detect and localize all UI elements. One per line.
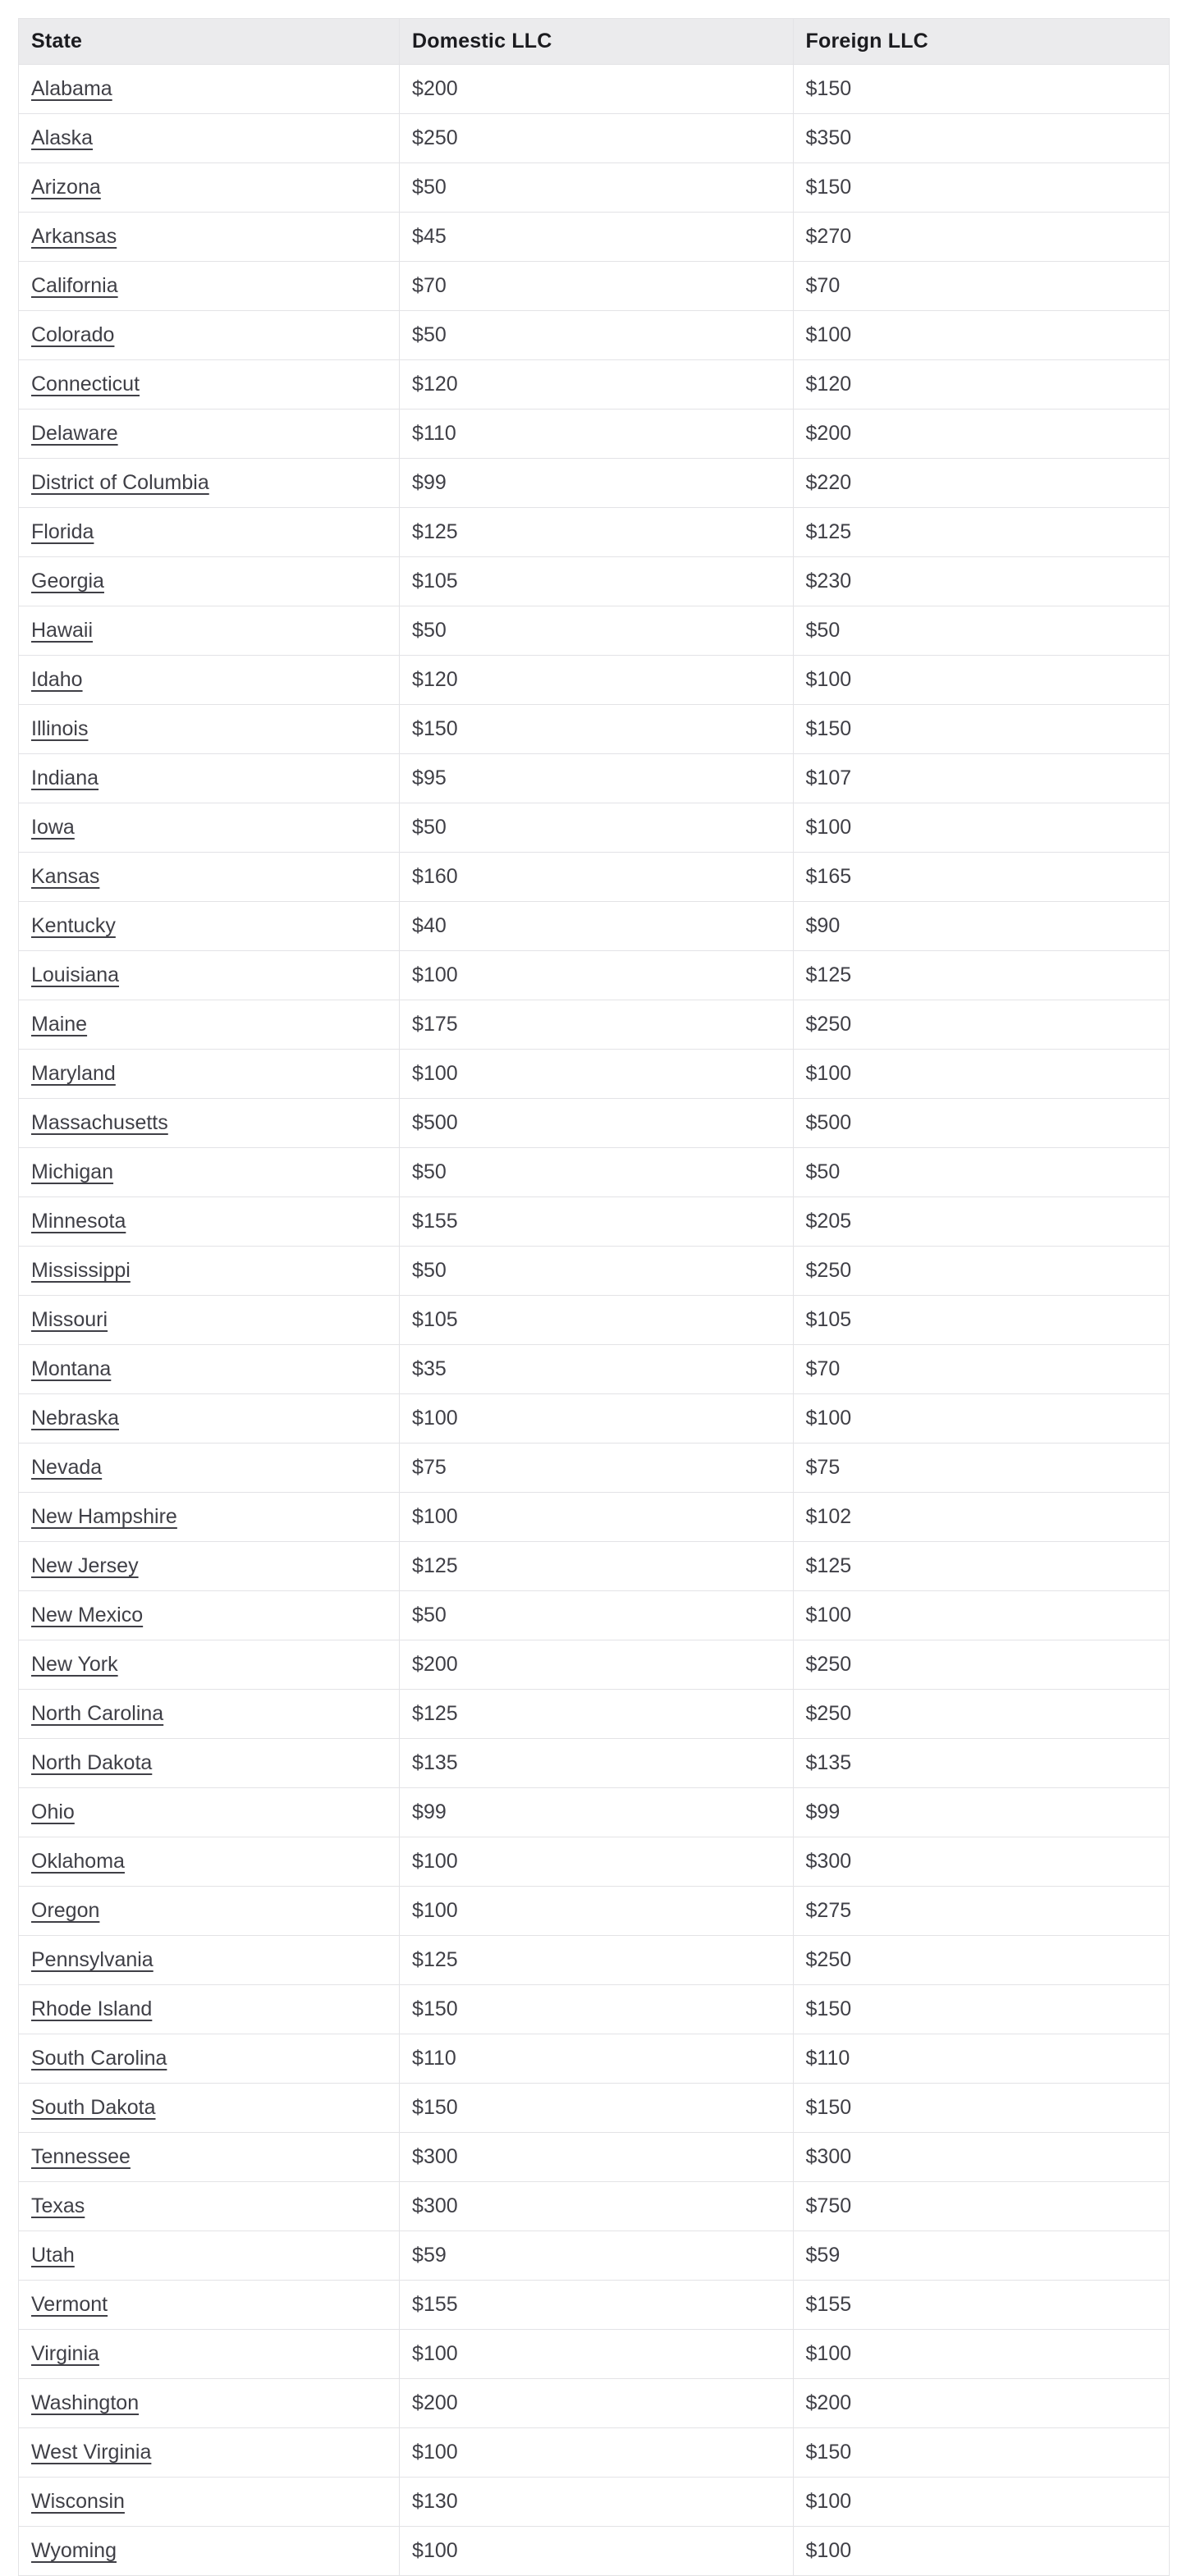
state-cell xyxy=(19,1050,400,1099)
domestic-llc-fee-cell: $110 xyxy=(400,2034,793,2084)
domestic-llc-fee-cell: $59 xyxy=(400,2231,793,2281)
domestic-llc-fee-cell: $50 xyxy=(400,163,793,213)
state-link[interactable]: Massachusetts xyxy=(31,1111,168,1134)
table-row xyxy=(19,410,1170,459)
table-row xyxy=(19,1444,1170,1493)
state-cell xyxy=(19,1739,400,1788)
state-link[interactable]: Michigan xyxy=(31,1160,114,1183)
domestic-llc-fee-cell: $500 xyxy=(400,1099,793,1148)
foreign-llc-fee-cell: $250 xyxy=(793,1247,1169,1296)
domestic-llc-fee-cell: $150 xyxy=(400,2084,793,2133)
state-cell xyxy=(19,213,400,262)
table-row xyxy=(19,2379,1170,2428)
domestic-llc-fee-cell: $300 xyxy=(400,2133,793,2182)
table-row xyxy=(19,1985,1170,2034)
foreign-llc-fee-cell: $100 xyxy=(793,1050,1169,1099)
state-cell xyxy=(19,1099,400,1148)
state-cell xyxy=(19,1542,400,1591)
foreign-llc-fee-cell: $230 xyxy=(793,557,1169,606)
table-row xyxy=(19,1247,1170,1296)
state-cell xyxy=(19,114,400,163)
domestic-llc-fee-cell: $100 xyxy=(400,2428,793,2478)
table-row xyxy=(19,2182,1170,2231)
state-link[interactable]: New Hampshire xyxy=(31,1505,177,1528)
state-link[interactable]: Georgia xyxy=(31,570,104,593)
foreign-llc-fee-cell: $150 xyxy=(793,1985,1169,2034)
foreign-llc-fee-cell: $59 xyxy=(793,2231,1169,2281)
state-cell xyxy=(19,459,400,508)
table-row xyxy=(19,311,1170,360)
state-cell xyxy=(19,1887,400,1936)
state-link[interactable]: District of Columbia xyxy=(31,471,209,494)
state-cell xyxy=(19,902,400,951)
state-link[interactable]: West Virginia xyxy=(31,2441,152,2464)
state-link[interactable]: Rhode Island xyxy=(31,1997,153,2020)
state-cell xyxy=(19,2330,400,2379)
domestic-llc-fee-cell: $125 xyxy=(400,508,793,557)
foreign-llc-fee-cell: $100 xyxy=(793,2527,1169,2576)
column-header-foreign-llc: Foreign LLC xyxy=(793,19,1169,65)
foreign-llc-fee-cell: $155 xyxy=(793,2281,1169,2330)
domestic-llc-fee-cell: $155 xyxy=(400,1197,793,1247)
foreign-llc-fee-cell: $100 xyxy=(793,803,1169,853)
domestic-llc-fee-cell: $100 xyxy=(400,1493,793,1542)
state-cell xyxy=(19,754,400,803)
state-cell xyxy=(19,1985,400,2034)
domestic-llc-fee-cell: $200 xyxy=(400,2379,793,2428)
table-row xyxy=(19,1197,1170,1247)
state-link[interactable]: Arkansas xyxy=(31,225,117,248)
state-cell xyxy=(19,2034,400,2084)
foreign-llc-fee-cell: $107 xyxy=(793,754,1169,803)
table-row xyxy=(19,65,1170,114)
table-row xyxy=(19,2330,1170,2379)
foreign-llc-fee-cell: $105 xyxy=(793,1296,1169,1345)
foreign-llc-fee-cell: $150 xyxy=(793,163,1169,213)
table-row xyxy=(19,2281,1170,2330)
state-cell xyxy=(19,1345,400,1394)
foreign-llc-fee-cell: $100 xyxy=(793,2330,1169,2379)
domestic-llc-fee-cell: $125 xyxy=(400,1542,793,1591)
state-link[interactable]: Kentucky xyxy=(31,914,116,937)
foreign-llc-fee-cell: $150 xyxy=(793,65,1169,114)
domestic-llc-fee-cell: $150 xyxy=(400,1985,793,2034)
foreign-llc-fee-cell: $99 xyxy=(793,1788,1169,1837)
table-row xyxy=(19,853,1170,902)
state-cell xyxy=(19,2133,400,2182)
state-link[interactable]: Washington xyxy=(31,2391,140,2414)
state-cell xyxy=(19,606,400,656)
foreign-llc-fee-cell: $350 xyxy=(793,114,1169,163)
foreign-llc-fee-cell: $275 xyxy=(793,1887,1169,1936)
state-link[interactable]: Louisiana xyxy=(31,963,120,986)
table-row xyxy=(19,1148,1170,1197)
domestic-llc-fee-cell: $250 xyxy=(400,114,793,163)
domestic-llc-fee-cell: $100 xyxy=(400,1837,793,1887)
state-cell xyxy=(19,508,400,557)
foreign-llc-fee-cell: $250 xyxy=(793,1640,1169,1690)
state-link[interactable]: Virginia xyxy=(31,2342,99,2365)
state-link[interactable]: Mississippi xyxy=(31,1259,131,1282)
state-link[interactable]: Montana xyxy=(31,1357,112,1380)
state-link[interactable]: Alaska xyxy=(31,126,94,149)
foreign-llc-fee-cell: $300 xyxy=(793,2133,1169,2182)
domestic-llc-fee-cell: $105 xyxy=(400,557,793,606)
table-row xyxy=(19,508,1170,557)
state-link[interactable]: Maine xyxy=(31,1013,88,1036)
foreign-llc-fee-cell: $125 xyxy=(793,951,1169,1000)
state-link[interactable]: Nevada xyxy=(31,1456,103,1479)
state-link[interactable]: Pennsylvania xyxy=(31,1948,153,1971)
domestic-llc-fee-cell: $100 xyxy=(400,951,793,1000)
state-link[interactable]: North Dakota xyxy=(31,1751,153,1774)
domestic-llc-fee-cell: $120 xyxy=(400,656,793,705)
state-cell xyxy=(19,1394,400,1444)
domestic-llc-fee-cell: $175 xyxy=(400,1000,793,1050)
state-cell xyxy=(19,1837,400,1887)
state-cell xyxy=(19,2281,400,2330)
table-row xyxy=(19,902,1170,951)
table-row xyxy=(19,1887,1170,1936)
table-row xyxy=(19,1345,1170,1394)
table-row xyxy=(19,2428,1170,2478)
state-cell xyxy=(19,1690,400,1739)
foreign-llc-fee-cell: $205 xyxy=(793,1197,1169,1247)
foreign-llc-fee-cell: $70 xyxy=(793,1345,1169,1394)
state-link[interactable]: New Jersey xyxy=(31,1554,139,1577)
domestic-llc-fee-cell: $125 xyxy=(400,1690,793,1739)
header-row xyxy=(19,19,1170,65)
domestic-llc-fee-cell: $75 xyxy=(400,1444,793,1493)
state-link[interactable]: Wisconsin xyxy=(31,2490,125,2513)
state-link[interactable]: Ohio xyxy=(31,1800,75,1823)
table-row xyxy=(19,213,1170,262)
table-row xyxy=(19,262,1170,311)
state-link[interactable]: Iowa xyxy=(31,816,75,839)
state-cell xyxy=(19,311,400,360)
foreign-llc-fee-cell: $200 xyxy=(793,2379,1169,2428)
foreign-llc-fee-cell: $125 xyxy=(793,1542,1169,1591)
foreign-llc-fee-cell: $125 xyxy=(793,508,1169,557)
table-row xyxy=(19,1394,1170,1444)
state-cell xyxy=(19,1247,400,1296)
table-row xyxy=(19,1837,1170,1887)
domestic-llc-fee-cell: $105 xyxy=(400,1296,793,1345)
foreign-llc-fee-cell: $50 xyxy=(793,1148,1169,1197)
state-link[interactable]: Illinois xyxy=(31,717,89,740)
foreign-llc-fee-cell: $50 xyxy=(793,606,1169,656)
state-link[interactable]: California xyxy=(31,274,118,297)
domestic-llc-fee-cell: $50 xyxy=(400,1247,793,1296)
table-row xyxy=(19,1000,1170,1050)
state-link[interactable]: South Dakota xyxy=(31,2096,156,2119)
foreign-llc-fee-cell: $100 xyxy=(793,2478,1169,2527)
domestic-llc-fee-cell: $155 xyxy=(400,2281,793,2330)
table-row xyxy=(19,459,1170,508)
foreign-llc-fee-cell: $70 xyxy=(793,262,1169,311)
foreign-llc-fee-cell: $250 xyxy=(793,1936,1169,1985)
foreign-llc-fee-cell: $100 xyxy=(793,311,1169,360)
domestic-llc-fee-cell: $110 xyxy=(400,410,793,459)
foreign-llc-fee-cell: $270 xyxy=(793,213,1169,262)
state-link[interactable]: Vermont xyxy=(31,2293,108,2316)
table-row xyxy=(19,1788,1170,1837)
domestic-llc-fee-cell: $100 xyxy=(400,2330,793,2379)
foreign-llc-fee-cell: $100 xyxy=(793,1394,1169,1444)
table-row xyxy=(19,1591,1170,1640)
table-header xyxy=(19,19,1170,65)
state-cell xyxy=(19,2379,400,2428)
state-cell xyxy=(19,1788,400,1837)
table-row xyxy=(19,1690,1170,1739)
foreign-llc-fee-cell: $300 xyxy=(793,1837,1169,1887)
table-row xyxy=(19,803,1170,853)
table-row xyxy=(19,951,1170,1000)
table-row xyxy=(19,360,1170,410)
foreign-llc-fee-cell: $120 xyxy=(793,360,1169,410)
state-cell xyxy=(19,1197,400,1247)
domestic-llc-fee-cell: $70 xyxy=(400,262,793,311)
state-cell xyxy=(19,1444,400,1493)
foreign-llc-fee-cell: $75 xyxy=(793,1444,1169,1493)
table-row xyxy=(19,2231,1170,2281)
state-link[interactable]: Tennessee xyxy=(31,2145,131,2168)
state-link[interactable]: Kansas xyxy=(31,865,100,888)
foreign-llc-fee-cell: $110 xyxy=(793,2034,1169,2084)
foreign-llc-fee-cell: $150 xyxy=(793,2428,1169,2478)
domestic-llc-fee-cell: $99 xyxy=(400,1788,793,1837)
state-cell xyxy=(19,2182,400,2231)
table-row xyxy=(19,2478,1170,2527)
table-row xyxy=(19,114,1170,163)
table-row xyxy=(19,1640,1170,1690)
domestic-llc-fee-cell: $45 xyxy=(400,213,793,262)
state-cell xyxy=(19,65,400,114)
table-row xyxy=(19,2084,1170,2133)
domestic-llc-fee-cell: $120 xyxy=(400,360,793,410)
state-cell xyxy=(19,2428,400,2478)
state-link[interactable]: Connecticut xyxy=(31,373,140,396)
state-cell xyxy=(19,360,400,410)
column-header-domestic-llc: Domestic LLC xyxy=(400,19,793,65)
state-link[interactable]: Alabama xyxy=(31,77,112,100)
foreign-llc-fee-cell: $750 xyxy=(793,2182,1169,2231)
domestic-llc-fee-cell: $50 xyxy=(400,311,793,360)
state-link[interactable]: Idaho xyxy=(31,668,83,691)
foreign-llc-fee-cell: $165 xyxy=(793,853,1169,902)
state-link[interactable]: Nebraska xyxy=(31,1407,119,1430)
state-link[interactable]: Indiana xyxy=(31,766,99,789)
domestic-llc-fee-cell: $300 xyxy=(400,2182,793,2231)
table-row xyxy=(19,1296,1170,1345)
state-cell xyxy=(19,1493,400,1542)
state-cell xyxy=(19,1640,400,1690)
state-cell xyxy=(19,410,400,459)
table-row xyxy=(19,2133,1170,2182)
domestic-llc-fee-cell: $125 xyxy=(400,1936,793,1985)
state-link[interactable]: Maryland xyxy=(31,1062,116,1085)
table-row xyxy=(19,1493,1170,1542)
foreign-llc-fee-cell: $102 xyxy=(793,1493,1169,1542)
domestic-llc-fee-cell: $40 xyxy=(400,902,793,951)
foreign-llc-fee-cell: $500 xyxy=(793,1099,1169,1148)
domestic-llc-fee-cell: $100 xyxy=(400,2527,793,2576)
table-row xyxy=(19,606,1170,656)
domestic-llc-fee-cell: $50 xyxy=(400,606,793,656)
state-cell xyxy=(19,557,400,606)
llc-fee-table xyxy=(18,18,1170,2576)
domestic-llc-fee-cell: $160 xyxy=(400,853,793,902)
foreign-llc-fee-cell: $100 xyxy=(793,656,1169,705)
table-row xyxy=(19,1050,1170,1099)
state-cell xyxy=(19,163,400,213)
domestic-llc-fee-cell: $100 xyxy=(400,1050,793,1099)
domestic-llc-fee-cell: $50 xyxy=(400,1591,793,1640)
domestic-llc-fee-cell: $135 xyxy=(400,1739,793,1788)
state-link[interactable]: Oregon xyxy=(31,1899,100,1922)
domestic-llc-fee-cell: $99 xyxy=(400,459,793,508)
table-row xyxy=(19,754,1170,803)
foreign-llc-fee-cell: $150 xyxy=(793,705,1169,754)
state-link[interactable]: Colorado xyxy=(31,323,115,346)
state-cell xyxy=(19,1936,400,1985)
state-link[interactable]: New Mexico xyxy=(31,1604,144,1627)
domestic-llc-fee-cell: $150 xyxy=(400,705,793,754)
state-cell xyxy=(19,803,400,853)
state-cell xyxy=(19,1148,400,1197)
state-cell xyxy=(19,656,400,705)
table-row xyxy=(19,705,1170,754)
state-cell xyxy=(19,1296,400,1345)
domestic-llc-fee-cell: $95 xyxy=(400,754,793,803)
state-link[interactable]: Texas xyxy=(31,2194,85,2217)
domestic-llc-fee-cell: $200 xyxy=(400,1640,793,1690)
table-row xyxy=(19,557,1170,606)
state-cell xyxy=(19,1000,400,1050)
state-cell xyxy=(19,951,400,1000)
state-cell xyxy=(19,2231,400,2281)
table-row xyxy=(19,1739,1170,1788)
domestic-llc-fee-cell: $200 xyxy=(400,65,793,114)
state-link[interactable]: South Carolina xyxy=(31,2047,167,2070)
foreign-llc-fee-cell: $90 xyxy=(793,902,1169,951)
state-link[interactable]: Hawaii xyxy=(31,619,94,642)
state-link[interactable]: Oklahoma xyxy=(31,1850,125,1873)
domestic-llc-fee-cell: $35 xyxy=(400,1345,793,1394)
foreign-llc-fee-cell: $100 xyxy=(793,1591,1169,1640)
state-link[interactable]: New York xyxy=(31,1653,118,1676)
domestic-llc-fee-cell: $100 xyxy=(400,1394,793,1444)
table-row xyxy=(19,656,1170,705)
state-link[interactable]: Minnesota xyxy=(31,1210,126,1233)
state-cell xyxy=(19,2478,400,2527)
state-link[interactable]: Wyoming xyxy=(31,2539,117,2562)
table-row xyxy=(19,1936,1170,1985)
domestic-llc-fee-cell: $100 xyxy=(400,1887,793,1936)
table-row xyxy=(19,2034,1170,2084)
state-cell xyxy=(19,2527,400,2576)
foreign-llc-fee-cell: $250 xyxy=(793,1000,1169,1050)
foreign-llc-fee-cell: $250 xyxy=(793,1690,1169,1739)
state-cell xyxy=(19,1591,400,1640)
state-cell xyxy=(19,853,400,902)
domestic-llc-fee-cell: $50 xyxy=(400,1148,793,1197)
foreign-llc-fee-cell: $220 xyxy=(793,459,1169,508)
table-row xyxy=(19,1542,1170,1591)
state-link[interactable]: North Carolina xyxy=(31,1702,164,1725)
state-cell xyxy=(19,2084,400,2133)
table-body xyxy=(19,65,1170,2576)
foreign-llc-fee-cell: $135 xyxy=(793,1739,1169,1788)
foreign-llc-fee-cell: $200 xyxy=(793,410,1169,459)
state-cell xyxy=(19,705,400,754)
state-link[interactable]: Utah xyxy=(31,2244,75,2267)
state-link[interactable]: Arizona xyxy=(31,176,101,199)
domestic-llc-fee-cell: $50 xyxy=(400,803,793,853)
table-row xyxy=(19,163,1170,213)
column-header-state: State xyxy=(19,19,400,65)
domestic-llc-fee-cell: $130 xyxy=(400,2478,793,2527)
table-row xyxy=(19,2527,1170,2576)
state-link[interactable]: Missouri xyxy=(31,1308,108,1331)
foreign-llc-fee-cell: $150 xyxy=(793,2084,1169,2133)
state-cell xyxy=(19,262,400,311)
state-link[interactable]: Delaware xyxy=(31,422,118,445)
table-row xyxy=(19,1099,1170,1148)
state-link[interactable]: Florida xyxy=(31,520,94,543)
